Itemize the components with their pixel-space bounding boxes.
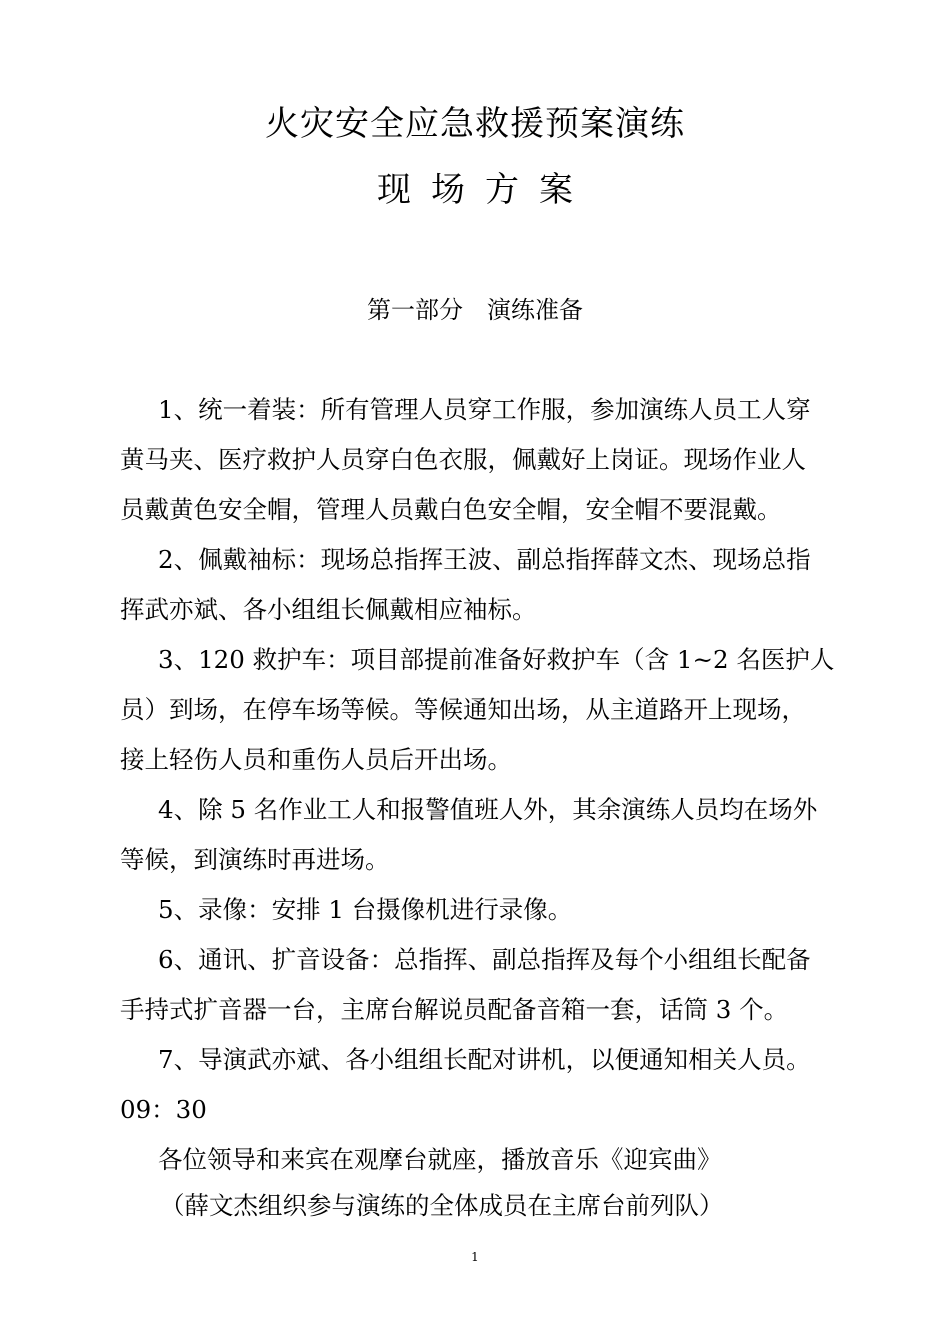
paragraph-line: 各位领导和来宾在观摩台就座，播放音乐《迎宾曲》	[158, 1145, 722, 1174]
paragraph-line: 挥武亦斌、各小组组长佩戴相应袖标。	[120, 595, 537, 624]
paragraph-line: 手持式扩音器一台，主席台解说员配备音箱一套，话筒 3 个。	[120, 995, 789, 1024]
section-heading: 第一部分 演练准备	[367, 296, 583, 324]
paragraph-line: 3、120 救护车：项目部提前准备好救护车（含 1~2 名医护人	[158, 645, 835, 674]
document-title: 火灾安全应急救援预案演练	[265, 104, 685, 144]
page-number: 1	[471, 1250, 479, 1264]
paragraph-line: 黄马夹、医疗救护人员穿白色衣服，佩戴好上岗证。现场作业人	[120, 445, 806, 474]
paragraph-line: 5、录像：安排 1 台摄像机进行录像。	[158, 895, 573, 924]
paragraph-line: 接上轻伤人员和重伤人员后开出场。	[120, 745, 512, 774]
paragraph-line: 4、除 5 名作业工人和报警值班人外，其余演练人员均在场外	[158, 795, 818, 824]
paragraph-line: 员）到场，在停车场等候。等候通知出场，从主道路开上现场，	[120, 695, 806, 724]
paragraph-line: 1、统一着装：所有管理人员穿工作服，参加演练人员工人穿	[158, 395, 811, 424]
paragraph-line: 2、佩戴袖标：现场总指挥王波、副总指挥薛文杰、现场总指	[158, 545, 811, 574]
time-marker: 09：30	[120, 1095, 207, 1124]
document-subtitle: 现场方案	[377, 170, 593, 210]
paragraph-line: 7、导演武亦斌、各小组组长配对讲机，以便通知相关人员。	[158, 1045, 811, 1074]
paragraph-line: 等候，到演练时再进场。	[120, 845, 390, 874]
paragraph-line: 6、通讯、扩音设备：总指挥、副总指挥及每个小组组长配备	[158, 945, 811, 974]
paragraph-line: 员戴黄色安全帽，管理人员戴白色安全帽，安全帽不要混戴。	[120, 495, 782, 524]
paragraph-line: （薛文杰组织参与演练的全体成员在主席台前列队）	[160, 1191, 724, 1220]
